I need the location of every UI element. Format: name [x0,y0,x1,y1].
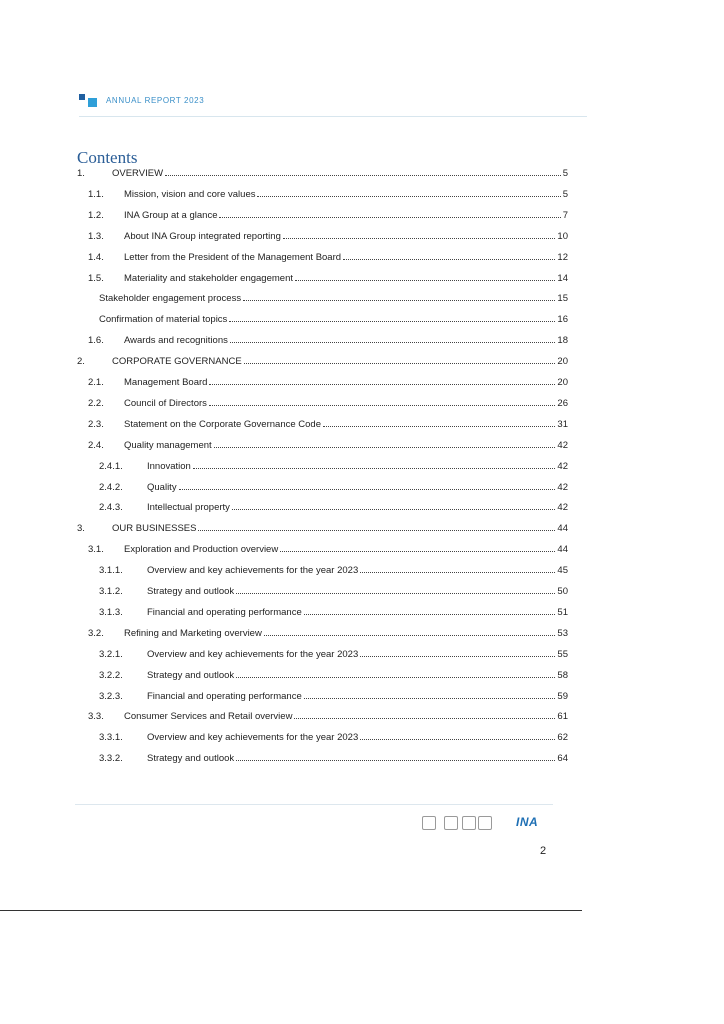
toc-entry-number: 1.3. [88,230,104,242]
toc-entry-number: 2.4. [88,439,104,451]
toc-entry-page: 42 [557,481,568,493]
toc-entry-number: 3.1.1. [99,565,123,577]
toc-entry-label: Letter from the President of the Management Board [124,251,342,263]
toc-entry[interactable] [77,375,568,391]
toc-entry[interactable] [77,647,568,663]
toc-entry-number: 3.2. [88,627,104,639]
report-header-title: ANNUAL REPORT 2023 [106,96,205,105]
toc-entry-page: 5 [562,188,568,200]
toc-entry[interactable] [77,354,568,370]
toc-entry-label: About INA Group integrated reporting [124,230,281,242]
toc-dot-leader [323,426,555,427]
toc-entry[interactable] [77,417,568,433]
toc-dot-leader [295,280,555,281]
toc-entry-number: 2.4.2. [99,481,123,493]
toc-entry[interactable] [77,730,568,746]
toc-dot-leader [232,509,556,510]
toc-entry-number: 2.4.1. [99,460,123,472]
toc-entry-label: Statement on the Corporate Governance Code [124,418,321,430]
toc-entry-page: 51 [557,606,568,618]
toc-entry-page: 50 [557,586,568,597]
toc-entry[interactable] [77,480,568,496]
toc-entry-number: 3.2.2. [99,669,123,681]
toc-entry-label: Overview and key achievements for the year 2023 [147,565,359,577]
toc-entry[interactable] [77,626,568,642]
toc-entry-page: 62 [557,732,568,744]
toc-entry-page: 64 [557,753,568,765]
toc-dot-leader [294,718,555,719]
toc-dot-leader [243,300,555,301]
toc-dot-leader [236,593,555,594]
toc-entry-number: 2.1. [88,377,104,388]
toc-dot-leader [244,363,556,364]
toc-entry-label: Refining and Marketing overview [124,627,262,639]
toc-entry-label: Overview and key achievements for the year 2023 [147,732,359,744]
toc-entry-label: CORPORATE GOVERNANCE [112,356,242,368]
report-header [79,92,587,118]
factory-icon [444,816,458,830]
footer-icons [422,814,490,830]
toc-entry-label: Council of Directors [124,397,207,409]
toc-dot-leader [264,635,556,636]
toc-entry-label: Quality management [124,439,212,451]
toc-dot-leader [179,489,556,490]
toc-entry[interactable] [77,250,568,266]
report-logo [79,94,97,108]
toc-entry-label: Exploration and Production overview [124,544,279,556]
toc-entry-number: 2. [77,356,85,368]
toc-entry[interactable] [77,187,568,203]
toc-dot-leader [236,677,555,678]
page-bottom-rule [0,910,582,911]
toc-dot-leader [209,405,556,406]
pump-icon [462,816,476,830]
toc-entry-number: 1.2. [88,209,104,221]
toc-entry-label: Quality [147,481,177,493]
toc-dot-leader [343,259,555,260]
toc-entry[interactable] [77,312,568,328]
toc-entry-label: Innovation [147,460,191,472]
toc-entry-label: OVERVIEW [112,168,164,179]
toc-entry-number: 1. [77,168,85,179]
toc-entry-number: 1.1. [88,188,104,200]
toc-entry-label: Financial and operating performance [147,690,302,702]
toc-entry[interactable] [77,271,568,287]
toc-entry-page: 20 [557,377,568,388]
toc-entry-label: Materiality and stakeholder engagement [124,272,293,284]
toc-entry-page: 20 [557,356,568,368]
toc-entry-number: 1.5. [88,272,104,284]
toc-entry-page: 26 [557,397,568,409]
toc-dot-leader [214,447,556,448]
toc-entry-page: 14 [557,272,568,284]
toc-entry[interactable] [77,563,568,579]
toc-entry-page: 53 [557,627,568,639]
toc-dot-leader [304,698,556,699]
toc-entry[interactable] [77,521,568,537]
toc-entry-page: 5 [562,168,568,179]
toc-entry-page: 10 [557,230,568,242]
station-icon [478,816,492,830]
toc-dot-leader [360,739,555,740]
toc-dot-leader [280,551,555,552]
toc-entry[interactable] [77,542,568,558]
footer-divider [75,804,553,805]
toc-entry-label: OUR BUSINESSES [112,523,197,535]
toc-entry-page: 16 [557,314,568,326]
toc-entry[interactable] [77,459,568,475]
toc-entry[interactable] [77,208,568,224]
toc-dot-leader [219,217,560,218]
ina-logo: INA [516,815,539,829]
toc-entry-number: 2.3. [88,418,104,430]
toc-dot-leader [165,175,561,176]
toc-entry-label: Mission, vision and core values [124,188,256,200]
toc-dot-leader [236,760,555,761]
toc-entry-label: Strategy and outlook [147,753,235,765]
page-number: 2 [540,845,547,857]
toc-entry-page: 12 [557,251,568,263]
toc-dot-leader [193,468,556,469]
toc-title: Contents [77,148,138,167]
toc-entry-page: 55 [557,648,568,660]
toc-entry[interactable] [77,166,568,182]
toc-entry-label: Financial and operating performance [147,606,302,618]
toc-entry[interactable] [77,333,568,349]
toc-entry-number: 3.3.1. [99,732,123,744]
toc-entry-page: 59 [557,690,568,702]
toc-entry[interactable] [77,438,568,454]
toc-entry-number: 3.2.3. [99,690,123,702]
toc-dot-leader [360,656,555,657]
toc-entry-page: 7 [562,209,568,221]
toc-entry[interactable] [77,668,568,684]
toc-entry-label: Strategy and outlook [147,586,235,597]
toc-entry[interactable] [77,605,568,621]
toc-entry-label: Overview and key achievements for the year 2023 [147,648,359,660]
toc-entry-page: 42 [557,439,568,451]
header-divider [79,116,587,117]
toc-entry-page: 44 [557,544,568,556]
toc-entry-number: 1.6. [88,335,104,347]
toc-entry-number: 3.1.3. [99,606,123,618]
toc-entry[interactable] [77,751,568,767]
toc-entry-page: 15 [557,293,568,305]
toc-dot-leader [304,614,556,615]
toc-entry-page: 58 [557,669,568,681]
toc-entry[interactable] [77,500,568,516]
toc-entry-label: Confirmation of material topics [99,314,228,326]
home-icon [422,816,436,830]
toc-entry-label: Consumer Services and Retail overview [124,711,293,723]
toc-entry-page: 45 [557,565,568,577]
toc-entry-number: 3. [77,523,85,535]
toc-dot-leader [229,321,555,322]
toc-entry-number: 3.1. [88,544,104,556]
toc-dot-leader [257,196,560,197]
toc-entry-label: INA Group at a glance [124,209,218,221]
toc-entry-page: 42 [557,460,568,472]
toc-entry-number: 3.3.2. [99,753,123,765]
toc-entry-page: 44 [557,523,568,535]
toc-dot-leader [230,342,556,343]
toc-entry-number: 2.2. [88,397,104,409]
toc-dot-leader [209,384,555,385]
toc-dot-leader [360,572,555,573]
toc-entry-page: 31 [557,418,568,430]
toc-entry-label: Intellectual property [147,502,230,514]
toc-entry[interactable] [77,584,568,600]
toc-entry-label: Management Board [124,377,208,388]
toc-entry-page: 18 [557,335,568,347]
toc-entry-label: Stakeholder engagement process [99,293,242,305]
toc-entry[interactable] [77,396,568,412]
toc-entry-number: 3.2.1. [99,648,123,660]
toc-entry-label: Awards and recognitions [124,335,228,347]
toc-entry-number: 3.1.2. [99,586,123,597]
toc-entry-number: 1.4. [88,251,104,263]
toc-entry[interactable] [77,291,568,307]
toc-entry[interactable] [77,229,568,245]
toc-entry-page: 61 [557,711,568,723]
toc-entry-label: Strategy and outlook [147,669,235,681]
toc-dot-leader [283,238,556,239]
toc-entry[interactable] [77,689,568,705]
toc-entry-page: 42 [557,502,568,514]
toc-entry-number: 3.3. [88,711,104,723]
toc-entry[interactable] [77,709,568,725]
toc-entry-number: 2.4.3. [99,502,123,514]
toc-dot-leader [198,530,555,531]
